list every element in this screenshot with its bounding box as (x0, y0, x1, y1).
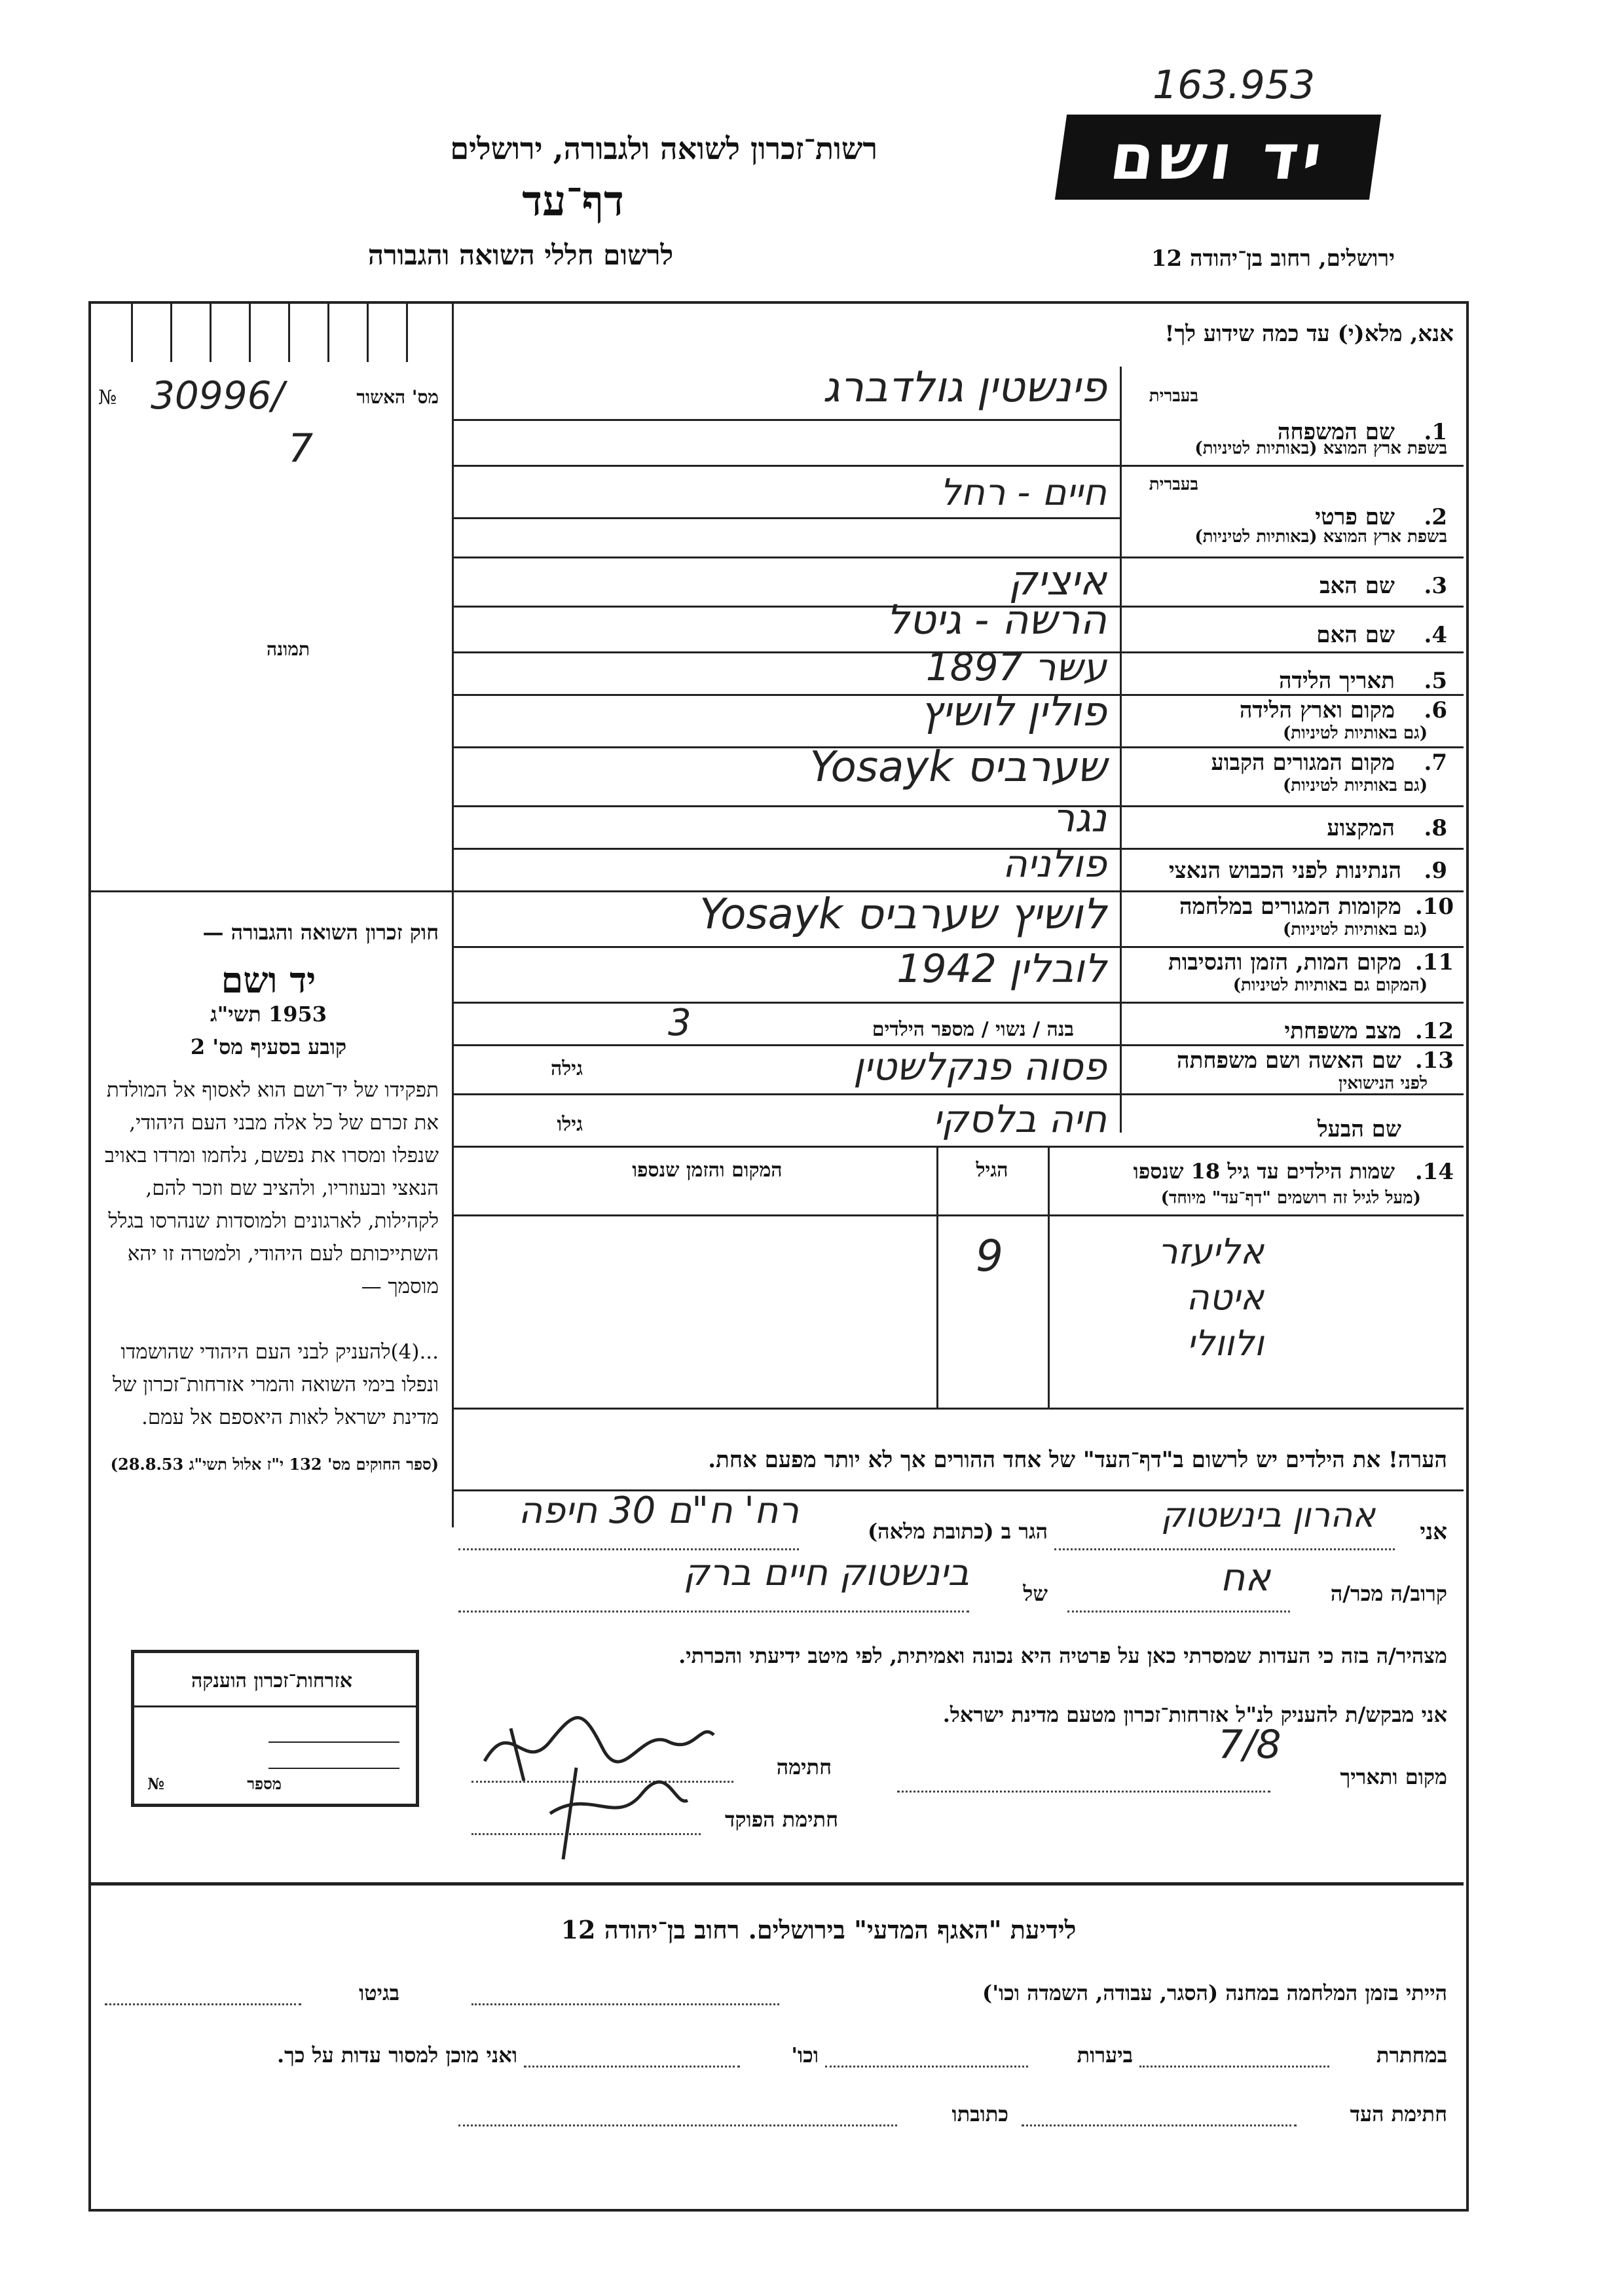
underground-label: במחתרת (1376, 2043, 1447, 2068)
field-9-num: 9. (1424, 858, 1447, 884)
relative-value[interactable]: אח (1220, 1555, 1270, 1599)
forests-line (825, 2066, 1028, 2068)
field-11-sub: (המקום גם באותיות לטיניות) (1232, 975, 1428, 995)
signature-label: חתימה (776, 1755, 832, 1779)
label-column-divider (1120, 367, 1122, 1133)
field-2-sub: בשפת ארץ המוצא (באותיות לטיניות) (1194, 527, 1447, 547)
field-6-sub: (גם באותיות לטיניות) (1282, 723, 1428, 743)
field-11-label: מקום המות, הזמן והנסיבות (1168, 949, 1401, 975)
form-subtitle: לרשום חללי השואה והגבורה (367, 239, 674, 271)
ready-label: ואני מוכן למסור עדות על כך. (276, 2043, 517, 2068)
field-5-label: תאריך הלידה (1278, 668, 1395, 694)
child-age[interactable]: 9 (976, 1231, 1003, 1281)
child-name[interactable]: איטה (1186, 1277, 1264, 1318)
wife-age-label: גילה (550, 1057, 583, 1080)
row-line (452, 517, 1120, 519)
citizenship-no: № (147, 1774, 165, 1793)
place-date-line (897, 1791, 1270, 1793)
field-9-value[interactable]: פולניה (1002, 841, 1107, 886)
children-num: 14. (1414, 1159, 1454, 1185)
citizenship-title: אזרחות־זכרון הוענקה (191, 1669, 353, 1692)
field-4-label: שם האם (1316, 622, 1395, 648)
relative-line (1067, 1611, 1290, 1613)
law-clause: קובע בסעיף מס' 2 (190, 1034, 347, 1059)
witness-sig-line (1022, 2124, 1297, 2126)
address-label: כתובתו (951, 2102, 1008, 2126)
of-line (458, 1611, 969, 1613)
row-line (452, 1146, 1464, 1148)
field-3-num: 3. (1424, 573, 1447, 599)
field-11-value[interactable]: לובלין 1942 (896, 946, 1107, 992)
field-10-num: 10. (1414, 894, 1454, 920)
approval-label: מס' האשור (356, 386, 439, 408)
field-8-value[interactable]: נגר (1052, 795, 1107, 841)
field-10-sub: (גם באותיות לטיניות) (1282, 920, 1428, 939)
i-line (1054, 1548, 1395, 1550)
field-8-num: 8. (1424, 815, 1447, 841)
place-date-label: מקום ותאריך (1340, 1764, 1447, 1789)
approval-number-sub: 7 (288, 426, 314, 471)
row-line (452, 1093, 1464, 1095)
field-7-num: 7. (1424, 750, 1447, 776)
ghetto-line (105, 2003, 301, 2005)
officer-signature-scribble (524, 1761, 694, 1866)
field-2-value[interactable]: חיים - רחל (940, 471, 1107, 514)
camp-line (471, 2003, 779, 2005)
children-col-divider (1048, 1146, 1050, 1408)
photo-label: תמונה (266, 638, 310, 660)
field-6-value[interactable]: פולין לושיץ (920, 687, 1107, 735)
marital-options: בנה / נשוי / מספר הילדים (872, 1018, 1074, 1041)
husband-value[interactable]: חיה בלסקי (932, 1097, 1107, 1141)
intro-text: אנא, מלא(י) עד כמה שידוע לך! (1164, 321, 1454, 347)
field-7-label: מקום המגורים הקבוע (1211, 750, 1395, 776)
field-4-value[interactable]: הרשה - גיטל (886, 596, 1107, 644)
approval-no-symbol: № (98, 386, 117, 409)
approval-number-value: 30996/ (151, 373, 285, 418)
law-divider (90, 890, 452, 892)
husband-label: שם הבעל (1317, 1116, 1401, 1142)
footer-title: לידיעת "האגף המדעי" בירושלים. רחוב בן־יהודה 12 (561, 1915, 1077, 1944)
ghetto-label: בגיטו (359, 1980, 399, 2005)
law-reference: (ספר החוקים מס' 132 י"ז אלול תשי"ג 28.8.53) (110, 1455, 439, 1474)
field-7-sub: (גם באותיות לטיניות) (1282, 776, 1428, 795)
row-line (452, 1408, 1464, 1410)
law-year: 1953 תשי"ג (210, 1002, 327, 1027)
field-7-value[interactable]: שערביס Yosayk (809, 743, 1107, 792)
citizenship-line (268, 1768, 399, 1769)
officer-label: חתימת הפוקד (725, 1807, 838, 1832)
child-name[interactable]: אליעזר (1158, 1231, 1264, 1272)
field-3-value[interactable]: איציק (1008, 556, 1107, 604)
field-13-value[interactable]: פסוה פנקלשטין (853, 1044, 1107, 1089)
children-col-place: המקום והזמן שנספו (632, 1159, 783, 1182)
row-line (452, 419, 1120, 421)
i-label: אני (1420, 1519, 1447, 1545)
request: אני מבקש/ת להעניק לנ"ל אזרחות־זכרון מטעם מדינת ישראל. (942, 1702, 1447, 1727)
field-13-num: 13. (1414, 1048, 1454, 1074)
citizenship-line (134, 1705, 416, 1707)
field-2-tag: בעברית (1149, 475, 1198, 494)
citizenship-number-label: מספר (247, 1774, 282, 1793)
law-text: תפקידו של יד־ושם הוא לאסוף אל המולדת את זכרם של כל אלה מבני העם היהודי, שנפלו ומסרו את נפשם, נלחמו ומרדו באויב הנאצי ובעוזריו, ולהציב שם וזכר להם, לקהילות, לארגונים ולמוסדות שנהרסו בגלל השתייכותם לעם היהודי, ולמטרה זו יהא מוסמך — (104, 1078, 439, 1298)
field-3-label: שם האב (1320, 573, 1395, 599)
law-title: חוק זכרון השואה והגבורה — (202, 920, 439, 945)
law-name: יד ושם (221, 959, 316, 1001)
field-5-value[interactable]: עשר 1897 (925, 645, 1107, 689)
children-col-age: הגיל (976, 1159, 1008, 1182)
field-11-num: 11. (1414, 949, 1454, 975)
field-6-label: מקום וארץ הלידה (1239, 697, 1395, 723)
field-12-label: מצב משפחתי (1284, 1018, 1401, 1044)
law-text-2: ...(4)להעניק לבני העם היהודי שהושמדו ונפלו בימי השואה והמרי אזרחות־זכרון של מדינת ישראל לאות היאספם אל עמם. (113, 1340, 439, 1429)
field-12-num: 12. (1414, 1018, 1454, 1044)
field-4-num: 4. (1424, 622, 1447, 648)
field-10-value[interactable]: לושיץ שערביס Yosayk (699, 890, 1107, 939)
field-1-value[interactable]: פינשטין גולדברג (822, 363, 1107, 412)
field-1-num: 1. (1424, 419, 1447, 445)
husband-age-label: גילו (557, 1113, 583, 1136)
row-line (452, 465, 1464, 467)
footer-line1: הייתי בזמן המלחמה במחנה (הסגר, עבודה, השמדה וכו') (982, 1980, 1447, 2005)
resides-value[interactable]: רח' ח"ם 30 חיפה (518, 1489, 799, 1532)
archive-number: 163.953 (1153, 62, 1316, 108)
statement: מצהיר/ה בזה כי העדות שמסרתי כאן על פרטיה היא נכונה ואמיתית, לפי מיטב ידיעתי והכרתי. (678, 1643, 1447, 1668)
field-10-label: מקומות המגורים במלחמה (1179, 894, 1401, 920)
field-5-num: 5. (1424, 668, 1447, 694)
children-header-line (452, 1214, 1464, 1216)
citizenship-line (268, 1741, 399, 1743)
field-13-sub: לפני הנישואין (1338, 1074, 1428, 1093)
authority-name: רשות־זכרון לשואה ולגבורה, ירושלים (450, 131, 877, 166)
etc-label: וכו' (791, 2043, 819, 2068)
field-9-label: הנתינות לפני הכבוש הנאצי (1168, 858, 1401, 884)
form-title: דף־עד (522, 177, 624, 226)
field-1-label: שם המשפחה (1277, 419, 1395, 445)
forests-label: ביערות (1077, 2043, 1133, 2068)
children-sub: (מעל לגיל זה רושמים "דף־עד" מיוחד) (1160, 1188, 1421, 1208)
i-value[interactable]: אהרון בינשטוק (1160, 1496, 1375, 1535)
place-date-value[interactable]: 7/8 (1218, 1722, 1282, 1768)
witness-sig-label: חתימת העד (1350, 2102, 1447, 2126)
of-value[interactable]: בינשטוק חיים ברק (683, 1552, 969, 1594)
underground-line (1139, 2066, 1329, 2068)
etc-line (524, 2066, 740, 2068)
field-6-num: 6. (1424, 697, 1447, 723)
children-header: שמות הילדים עד גיל 18 שנספו (1133, 1159, 1395, 1184)
row-line (452, 1002, 1464, 1004)
field-2-label: שם פרטי (1315, 504, 1395, 530)
resides-label: הגר ב (כתובת מלאה) (868, 1519, 1048, 1544)
field-1-tag: בעברית (1149, 386, 1198, 406)
resides-line (458, 1548, 799, 1550)
address-line (458, 2124, 897, 2126)
approval-ticks (92, 303, 452, 362)
note: הערה! את הילדים יש לרשום ב"דף־העד" של אחד ההורים אך לא יותר מפעם אחת. (708, 1447, 1447, 1473)
yad-vashem-logo: יד ושם (1055, 115, 1381, 200)
of-label: של (1023, 1581, 1048, 1606)
field-8-label: המקצוע (1327, 815, 1395, 841)
field-13-label: שם האשה ושם משפחתה (1177, 1048, 1401, 1074)
address: ירושלים, רחוב בן־יהודה 12 (1151, 246, 1395, 272)
field-1-sub: בשפת ארץ המוצא (באותיות לטיניות) (1194, 439, 1447, 458)
left-column-divider (452, 303, 454, 1527)
children-col-divider (936, 1146, 938, 1408)
child-name[interactable]: ולוולי (1187, 1322, 1264, 1364)
children-count-mark: 3 (668, 1002, 692, 1044)
footer-divider (90, 1882, 1464, 1886)
field-2-num: 2. (1424, 504, 1447, 530)
relative-label: קרוב/ה מכר/ה (1330, 1581, 1447, 1606)
